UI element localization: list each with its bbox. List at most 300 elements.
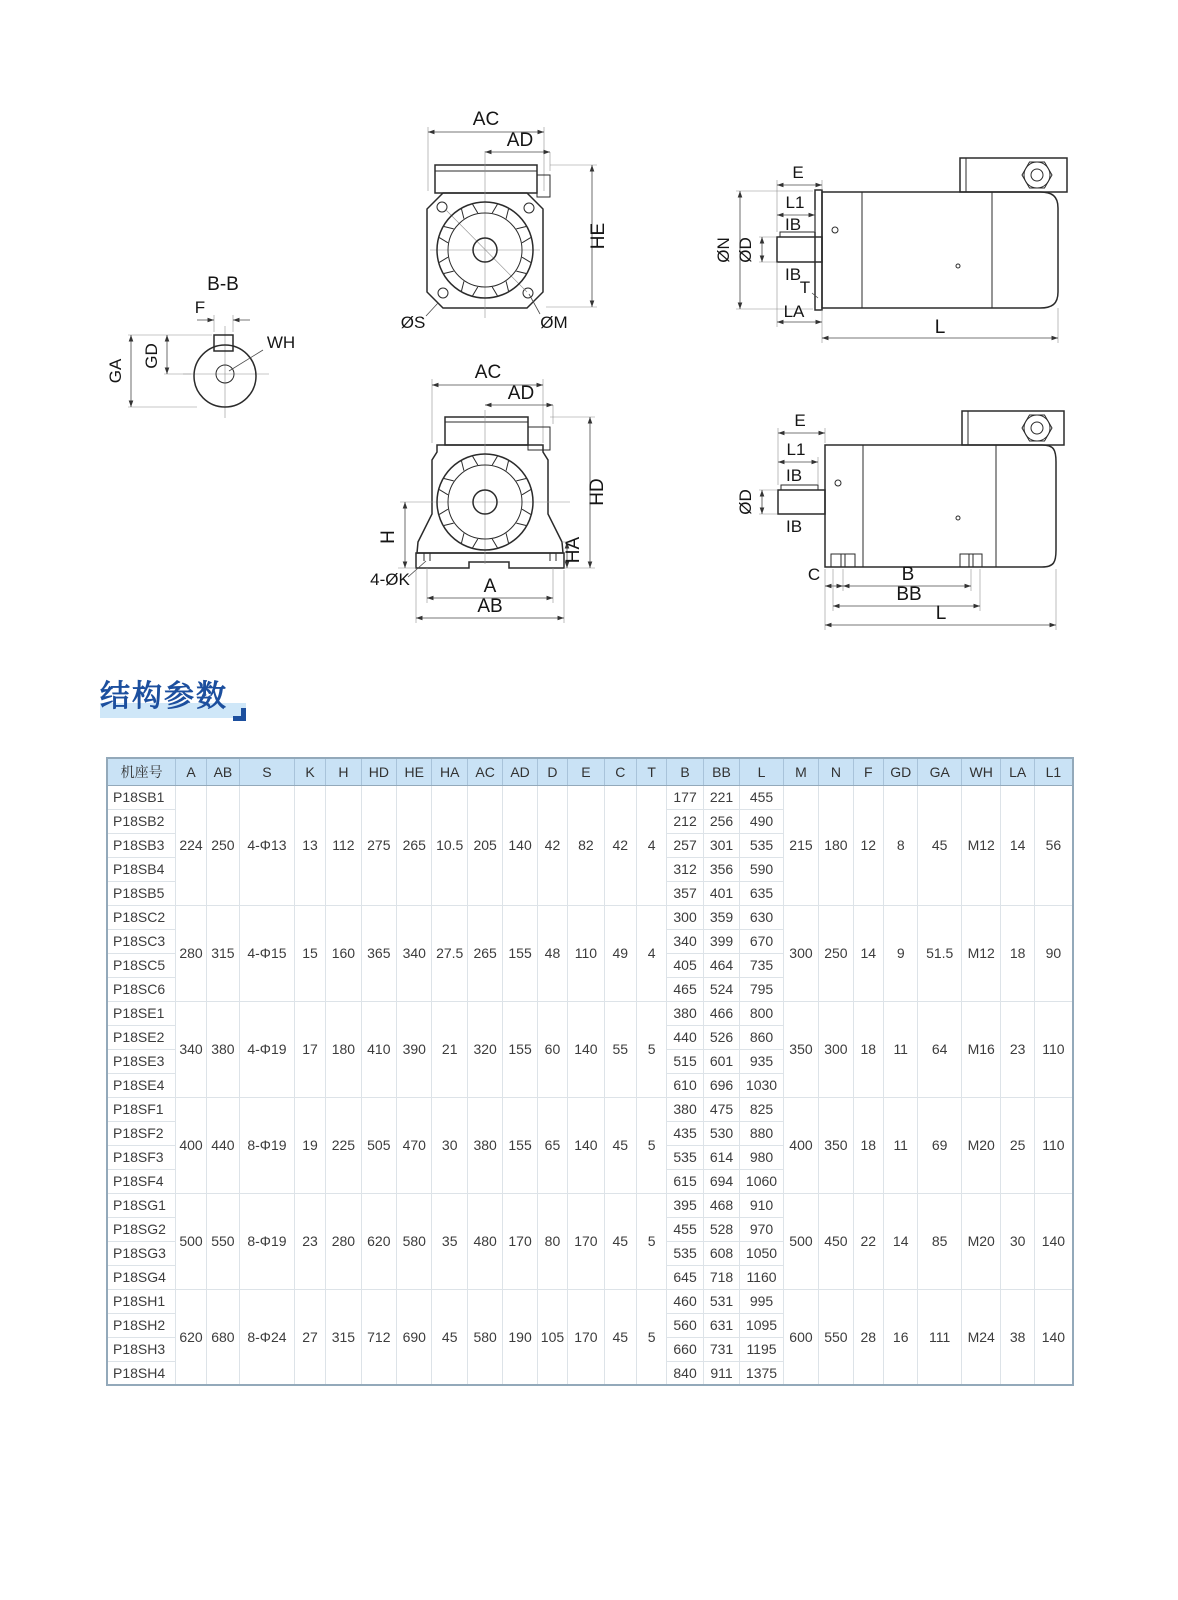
shared-value-cell: 56 (1034, 785, 1073, 905)
model-cell: P18SB4 (107, 857, 176, 881)
shared-value-cell: 14 (884, 1193, 918, 1289)
cable-gland (1024, 415, 1050, 441)
shared-value-cell: 180 (326, 1001, 361, 1097)
shared-value-cell: 500 (783, 1193, 818, 1289)
model-cell: P18SB5 (107, 881, 176, 905)
shared-value-cell: 505 (361, 1097, 396, 1193)
shared-value-cell: 160 (326, 905, 361, 1001)
bb-value-cell: 399 (703, 929, 739, 953)
shared-value-cell: 45 (604, 1193, 636, 1289)
shared-value-cell: 8-Φ19 (240, 1097, 295, 1193)
shared-value-cell: 580 (397, 1193, 432, 1289)
l-value-cell: 800 (740, 1001, 784, 1025)
terminal-box-connector (537, 175, 550, 197)
shared-value-cell: 400 (783, 1097, 818, 1193)
shared-value-cell: 110 (568, 905, 604, 1001)
model-cell: P18SB1 (107, 785, 176, 809)
column-header: LA (1001, 758, 1034, 785)
dim-label-ad: AD (506, 130, 534, 151)
b-value-cell: 257 (667, 833, 703, 857)
l-value-cell: 825 (740, 1097, 784, 1121)
shared-value-cell: 110 (1034, 1001, 1073, 1097)
column-header: A (176, 758, 206, 785)
b-value-cell: 465 (667, 977, 703, 1001)
column-header: L1 (1034, 758, 1073, 785)
bb-value-cell: 526 (703, 1025, 739, 1049)
junction-box (962, 411, 1064, 445)
b-value-cell: 212 (667, 809, 703, 833)
shared-value-cell: 140 (568, 1097, 604, 1193)
shared-value-cell: 350 (819, 1097, 853, 1193)
shared-value-cell: 112 (326, 785, 361, 905)
page-title: 结构参数 (100, 680, 228, 713)
dim-label-h: H (378, 530, 399, 544)
model-cell: P18SE3 (107, 1049, 176, 1073)
l-value-cell: 1375 (740, 1361, 784, 1385)
column-header: L (740, 758, 784, 785)
column-header: B (667, 758, 703, 785)
dim-label-phi-d: ØD (736, 489, 755, 515)
model-cell: P18SE1 (107, 1001, 176, 1025)
bb-value-cell: 601 (703, 1049, 739, 1073)
dim-label-f: F (194, 298, 206, 317)
shared-value-cell: 4 (636, 905, 666, 1001)
junction-box (960, 158, 1067, 192)
dim-label-b: B (901, 564, 915, 585)
bb-value-cell: 694 (703, 1169, 739, 1193)
keyway (214, 335, 233, 351)
b-value-cell: 560 (667, 1313, 703, 1337)
column-header: T (636, 758, 666, 785)
bb-value-cell: 718 (703, 1265, 739, 1289)
bb-value-cell: 731 (703, 1337, 739, 1361)
dim-label-l: L (935, 603, 947, 624)
section-heading-corner (233, 708, 246, 721)
structure-parameters-table-wrap (106, 757, 1074, 1386)
bb-value-cell: 631 (703, 1313, 739, 1337)
bb-value-cell: 614 (703, 1145, 739, 1169)
bb-value-cell: 608 (703, 1241, 739, 1265)
b-value-cell: 177 (667, 785, 703, 809)
shared-value-cell: 21 (432, 1001, 467, 1097)
dim-label-gd: GD (142, 343, 161, 369)
column-header: S (240, 758, 295, 785)
shared-value-cell: 280 (326, 1193, 361, 1289)
shared-value-cell: 82 (568, 785, 604, 905)
column-header: F (853, 758, 883, 785)
shared-value-cell: 550 (819, 1289, 853, 1385)
shared-value-cell: 224 (176, 785, 206, 905)
model-cell: P18SG1 (107, 1193, 176, 1217)
model-cell: P18SG4 (107, 1265, 176, 1289)
shared-value-cell: 265 (467, 905, 502, 1001)
shared-value-cell: 5 (636, 1097, 666, 1193)
foot-front-view-diagram (348, 352, 648, 632)
shaft-section-diagram (95, 268, 330, 438)
motor-body (822, 192, 1058, 308)
column-header: HE (397, 758, 432, 785)
b-value-cell: 840 (667, 1361, 703, 1385)
shared-value-cell: 680 (206, 1289, 239, 1385)
shared-value-cell: 155 (503, 1097, 537, 1193)
l-value-cell: 535 (740, 833, 784, 857)
shared-value-cell: 8-Φ24 (240, 1289, 295, 1385)
l-value-cell: 490 (740, 809, 784, 833)
shared-value-cell: 18 (853, 1001, 883, 1097)
column-header: GD (884, 758, 918, 785)
dim-label-4k: 4-ØK (370, 570, 410, 589)
table-row (107, 785, 1073, 809)
terminal-box-connector (528, 427, 550, 450)
model-cell: P18SB3 (107, 833, 176, 857)
shared-value-cell: 4-Φ13 (240, 785, 295, 905)
shared-value-cell: 48 (537, 905, 567, 1001)
table-row (107, 1193, 1073, 1217)
column-header: BB (703, 758, 739, 785)
b-value-cell: 312 (667, 857, 703, 881)
model-cell: P18SG2 (107, 1217, 176, 1241)
shared-value-cell: 250 (206, 785, 239, 905)
column-header: K (294, 758, 325, 785)
shared-value-cell: 65 (537, 1097, 567, 1193)
shared-value-cell: 4 (636, 785, 666, 905)
shared-value-cell: 315 (206, 905, 239, 1001)
l-value-cell: 635 (740, 881, 784, 905)
shared-value-cell: 340 (397, 905, 432, 1001)
front-foot (831, 554, 855, 567)
model-cell: P18SF3 (107, 1145, 176, 1169)
flange-side-view-diagram (688, 138, 1088, 353)
shared-value-cell: 110 (1034, 1097, 1073, 1193)
l-value-cell: 860 (740, 1025, 784, 1049)
shared-value-cell: 580 (467, 1289, 502, 1385)
shared-value-cell: 275 (361, 785, 396, 905)
column-header: C (604, 758, 636, 785)
shared-value-cell: 11 (884, 1097, 918, 1193)
column-header: HA (432, 758, 467, 785)
shared-value-cell: 22 (853, 1193, 883, 1289)
l-value-cell: 910 (740, 1193, 784, 1217)
shared-value-cell: 13 (294, 785, 325, 905)
b-value-cell: 645 (667, 1265, 703, 1289)
shared-value-cell: 25 (1001, 1097, 1034, 1193)
column-header: AD (503, 758, 537, 785)
table-header-row (107, 758, 1073, 785)
shared-value-cell: 550 (206, 1193, 239, 1289)
shared-value-cell: 215 (783, 785, 818, 905)
shared-value-cell: 380 (206, 1001, 239, 1097)
shared-value-cell: M20 (961, 1097, 1000, 1193)
shared-value-cell: 45 (604, 1097, 636, 1193)
shared-value-cell: 250 (819, 905, 853, 1001)
shared-value-cell: 45 (918, 785, 962, 905)
shared-value-cell: 14 (1001, 785, 1034, 905)
dim-label-ib-top: IB (784, 215, 802, 234)
shared-value-cell: 8 (884, 785, 918, 905)
shared-value-cell: 205 (467, 785, 502, 905)
dim-label-a: A (483, 576, 497, 597)
l-value-cell: 590 (740, 857, 784, 881)
flange-plate (815, 190, 822, 310)
cable-gland-hole (1031, 169, 1043, 181)
l-value-cell: 1195 (740, 1337, 784, 1361)
model-cell: P18SB2 (107, 809, 176, 833)
l-value-cell: 1030 (740, 1073, 784, 1097)
column-header: HD (361, 758, 396, 785)
shared-value-cell: 600 (783, 1289, 818, 1385)
dim-label-ab: AB (477, 596, 503, 617)
b-value-cell: 440 (667, 1025, 703, 1049)
dim-label-ib-bottom: IB (785, 517, 803, 536)
model-cell: P18SE2 (107, 1025, 176, 1049)
bb-value-cell: 359 (703, 905, 739, 929)
shared-value-cell: 23 (294, 1193, 325, 1289)
shared-value-cell: 18 (1001, 905, 1034, 1001)
dim-label-phi-d: ØD (736, 237, 755, 263)
model-cell: P18SG3 (107, 1241, 176, 1265)
l-value-cell: 1060 (740, 1169, 784, 1193)
bb-value-cell: 475 (703, 1097, 739, 1121)
b-value-cell: 395 (667, 1193, 703, 1217)
shared-value-cell: M12 (961, 905, 1000, 1001)
model-cell: P18SC3 (107, 929, 176, 953)
shared-value-cell: 155 (503, 905, 537, 1001)
dim-label-ac: AC (472, 109, 500, 130)
shared-value-cell: 9 (884, 905, 918, 1001)
dim-label-ib-bottom: IB (784, 265, 802, 284)
b-value-cell: 405 (667, 953, 703, 977)
shared-value-cell: 225 (326, 1097, 361, 1193)
bb-value-cell: 466 (703, 1001, 739, 1025)
dim-label-t: T (799, 278, 811, 297)
shared-value-cell: 4-Φ15 (240, 905, 295, 1001)
dim-label-ib-top: IB (785, 466, 803, 485)
bb-value-cell: 528 (703, 1217, 739, 1241)
shared-value-cell: 35 (432, 1193, 467, 1289)
shared-value-cell: 80 (537, 1193, 567, 1289)
shared-value-cell: 480 (467, 1193, 502, 1289)
shared-value-cell: 170 (568, 1193, 604, 1289)
shaft (778, 490, 825, 514)
shared-value-cell: 380 (467, 1097, 502, 1193)
column-header: E (568, 758, 604, 785)
bb-value-cell: 531 (703, 1289, 739, 1313)
shared-value-cell: 300 (783, 905, 818, 1001)
b-value-cell: 460 (667, 1289, 703, 1313)
shared-value-cell: 38 (1001, 1289, 1034, 1385)
l-value-cell: 1160 (740, 1265, 784, 1289)
b-value-cell: 380 (667, 1001, 703, 1025)
model-cell: P18SH4 (107, 1361, 176, 1385)
bb-value-cell: 256 (703, 809, 739, 833)
shared-value-cell: 55 (604, 1001, 636, 1097)
shared-value-cell: 350 (783, 1001, 818, 1097)
dim-label-phi-s: ØS (400, 313, 426, 332)
shared-value-cell: 320 (467, 1001, 502, 1097)
dim-label-ac: AC (474, 362, 502, 383)
shared-value-cell: 300 (819, 1001, 853, 1097)
dim-label-hd: HD (587, 478, 608, 506)
shared-value-cell: 155 (503, 1001, 537, 1097)
l-value-cell: 455 (740, 785, 784, 809)
model-cell: P18SH3 (107, 1337, 176, 1361)
shared-value-cell: 27.5 (432, 905, 467, 1001)
cable-gland-hole (1031, 422, 1043, 434)
dim-label-ad: AD (507, 383, 535, 404)
terminal-box (435, 165, 537, 193)
b-value-cell: 610 (667, 1073, 703, 1097)
shared-value-cell: M12 (961, 785, 1000, 905)
shared-value-cell: 5 (636, 1193, 666, 1289)
shared-value-cell: 400 (176, 1097, 206, 1193)
shared-value-cell: 30 (432, 1097, 467, 1193)
dim-label-l1: L1 (786, 440, 806, 459)
l-value-cell: 995 (740, 1289, 784, 1313)
shared-value-cell: 140 (568, 1001, 604, 1097)
bb-value-cell: 221 (703, 785, 739, 809)
bolt-hole (438, 288, 448, 298)
shared-value-cell: 470 (397, 1097, 432, 1193)
dim-label-e: E (794, 411, 806, 430)
model-cell: P18SC5 (107, 953, 176, 977)
dim-label-bb: BB (896, 584, 922, 605)
model-cell: P18SF1 (107, 1097, 176, 1121)
shared-value-cell: 69 (918, 1097, 962, 1193)
l-value-cell: 1050 (740, 1241, 784, 1265)
dim-label-ha: HA (563, 536, 584, 564)
shared-value-cell: 49 (604, 905, 636, 1001)
shared-value-cell: 170 (568, 1289, 604, 1385)
dim-label-wh: WH (266, 333, 296, 352)
column-header: N (819, 758, 853, 785)
l-value-cell: 970 (740, 1217, 784, 1241)
l-value-cell: 880 (740, 1121, 784, 1145)
model-cell: P18SE4 (107, 1073, 176, 1097)
bolt-hole (437, 202, 447, 212)
shared-value-cell: 690 (397, 1289, 432, 1385)
bb-title: B-B (207, 274, 239, 295)
dim-label-he: HE (588, 222, 609, 250)
table-row (107, 1289, 1073, 1313)
shared-value-cell: 15 (294, 905, 325, 1001)
motor-body (825, 445, 1056, 567)
structure-parameters-table (106, 757, 1074, 1386)
shared-value-cell: 14 (853, 905, 883, 1001)
dim-label-l: L (934, 317, 946, 338)
model-cell: P18SH1 (107, 1289, 176, 1313)
dim-label-la: LA (783, 302, 805, 321)
l-value-cell: 980 (740, 1145, 784, 1169)
shared-value-cell: M24 (961, 1289, 1000, 1385)
shared-value-cell: 170 (503, 1193, 537, 1289)
model-cell: P18SC6 (107, 977, 176, 1001)
column-header: D (537, 758, 567, 785)
l-value-cell: 935 (740, 1049, 784, 1073)
cable-gland (1024, 162, 1050, 188)
rear-foot (960, 554, 982, 567)
b-value-cell: 515 (667, 1049, 703, 1073)
bb-value-cell: 530 (703, 1121, 739, 1145)
table-row (107, 1001, 1073, 1025)
l-value-cell: 670 (740, 929, 784, 953)
shared-value-cell: 17 (294, 1001, 325, 1097)
shared-value-cell: 712 (361, 1289, 396, 1385)
shared-value-cell: 620 (361, 1193, 396, 1289)
column-header: M (783, 758, 818, 785)
table-body (107, 785, 1073, 1385)
b-value-cell: 300 (667, 905, 703, 929)
dim-label-l1: L1 (785, 193, 805, 212)
model-cell: P18SF4 (107, 1169, 176, 1193)
shared-value-cell: 51.5 (918, 905, 962, 1001)
shared-value-cell: 410 (361, 1001, 396, 1097)
shared-value-cell: 10.5 (432, 785, 467, 905)
column-header: WH (961, 758, 1000, 785)
shared-value-cell: 280 (176, 905, 206, 1001)
dim-label-c: C (807, 565, 821, 584)
bolt-hole (524, 203, 534, 213)
cable-gland-hex (1022, 415, 1052, 441)
shared-value-cell: 450 (819, 1193, 853, 1289)
shared-value-cell: 390 (397, 1001, 432, 1097)
shared-value-cell: 27 (294, 1289, 325, 1385)
column-header: 机座号 (107, 758, 176, 785)
shared-value-cell: 440 (206, 1097, 239, 1193)
b-value-cell: 535 (667, 1145, 703, 1169)
bb-value-cell: 911 (703, 1361, 739, 1385)
bb-value-cell: 696 (703, 1073, 739, 1097)
b-value-cell: 435 (667, 1121, 703, 1145)
shared-value-cell: 12 (853, 785, 883, 905)
b-value-cell: 660 (667, 1337, 703, 1361)
shared-value-cell: 340 (176, 1001, 206, 1097)
b-value-cell: 380 (667, 1097, 703, 1121)
shared-value-cell: 64 (918, 1001, 962, 1097)
shared-value-cell: 90 (1034, 905, 1073, 1001)
dim-label-phi-n: ØN (714, 237, 733, 263)
b-value-cell: 455 (667, 1217, 703, 1241)
shared-value-cell: 620 (176, 1289, 206, 1385)
shared-value-cell: 11 (884, 1001, 918, 1097)
shared-value-cell: 19 (294, 1097, 325, 1193)
column-header: H (326, 758, 361, 785)
shared-value-cell: M20 (961, 1193, 1000, 1289)
bb-value-cell: 301 (703, 833, 739, 857)
shared-value-cell: 4-Φ19 (240, 1001, 295, 1097)
l-value-cell: 1095 (740, 1313, 784, 1337)
column-header: AC (467, 758, 502, 785)
shared-value-cell: 365 (361, 905, 396, 1001)
column-header: GA (918, 758, 962, 785)
shared-value-cell: 60 (537, 1001, 567, 1097)
shared-value-cell: 140 (1034, 1289, 1073, 1385)
shared-value-cell: 5 (636, 1001, 666, 1097)
b-value-cell: 340 (667, 929, 703, 953)
shared-value-cell: 23 (1001, 1001, 1034, 1097)
shared-value-cell: 30 (1001, 1193, 1034, 1289)
shared-value-cell: 180 (819, 785, 853, 905)
shared-value-cell: 45 (604, 1289, 636, 1385)
dim-label-e: E (792, 163, 804, 182)
shared-value-cell: M16 (961, 1001, 1000, 1097)
shared-value-cell: 265 (397, 785, 432, 905)
section-heading (100, 680, 300, 732)
shared-value-cell: 28 (853, 1289, 883, 1385)
model-cell: P18SC2 (107, 905, 176, 929)
b-value-cell: 535 (667, 1241, 703, 1265)
terminal-box (445, 417, 528, 445)
cable-gland-hex (1022, 162, 1052, 188)
